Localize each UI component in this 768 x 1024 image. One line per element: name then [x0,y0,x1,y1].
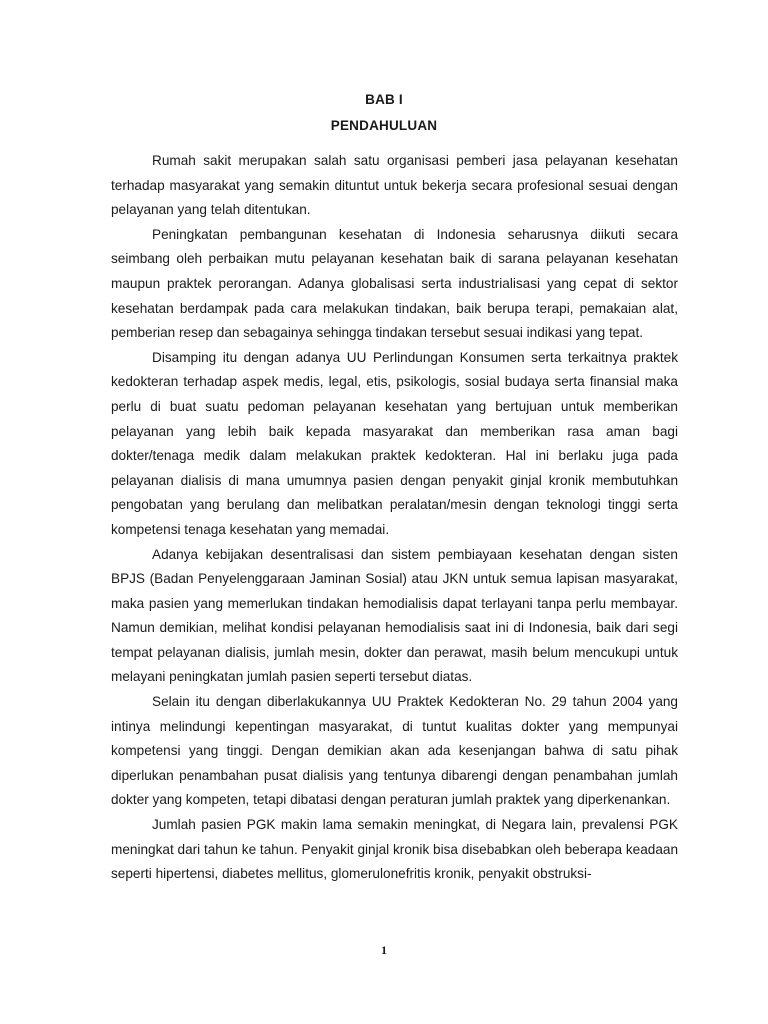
paragraph: Peningkatan pembangunan kesehatan di Indonesia seharusnya diikuti secara seimbang oleh perbaikan mutu pelayanan kesehatan baik di sarana pelayanan kesehatan maupun praktek perorangan. Adanya globalisasi serta industrialisasi yang cepat di sektor kesehatan berdampak pada cara melakukan tindakan, baik berupa terapi, pemakaian alat, pemberian resep dan sebagainya sehingga tindakan tersebut sesuai indikasi yang tepat. [111,226,678,341]
paragraph: Adanya kebijakan desentralisasi dan sistem pembiayaan kesehatan dengan sisten BPJS (Badan Penyelenggaraan Jaminan Sosial) atau JKN untuk semua lapisan masyarakat, maka pasien yang memerlukan tindakan hemodialisis dapat terlayani tanpa perlu membayar. Namun demikian, melihat kondisi pelayanan hemodialisis saat ini di Indonesia, baik dari segi tempat pelayanan dialisis, jumlah mesin, dokter dan perawat, masih belum mencukupi untuk melayani peningkatan jumlah pasien seperti tersebut diatas. [111,546,678,685]
body-text [111,149,678,887]
chapter-title: PENDAHULUAN [330,118,438,133]
paragraph: Disamping itu dengan adanya UU Perlindungan Konsumen serta terkaitnya praktek kedokteran terhadap aspek medis, legal, etis, psikologis, sosial budaya serta finansial maka perlu di buat suatu pedoman pelayanan kesehatan yang bertujuan untuk memberikan pelayanan yang lebih baik kepada masyarakat dan memberikan rasa aman bagi dokter/tenaga medik dalam melakukan praktek kedokteran. Hal ini berlaku juga pada pelayanan dialisis di mana umumnya pasien dengan penyakit ginjal kronik membutuhkan pengobatan yang berulang dan melibatkan peralatan/mesin dengan teknologi tinggi serta kompetensi tenaga kesehatan yang memadai. [111,349,678,537]
paragraph: Jumlah pasien PGK makin lama semakin meningkat, di Negara lain, prevalensi PGK meningkat dari tahun ke tahun. Penyakit ginjal kronik bisa disebabkan oleh beberapa keadaan seperti hipertensi, diabetes mellitus, glomerulonefritis kronik, penyakit obstruksi- [111,817,678,882]
paragraph: Selain itu dengan diberlakukannya UU Praktek Kedokteran No. 29 tahun 2004 yang intinya melindungi kepentingan masyarakat, di tuntut kualitas dokter yang mempunyai kompetensi yang tinggi. Dengan demikian akan ada kesenjangan bahwa di satu pihak diperlukan penambahan pusat dialisis yang tentunya dibarengi dengan penambahan jumlah dokter yang kompeten, tetapi dibatasi dengan peraturan jumlah praktek yang diperkenankan. [111,694,678,808]
chapter-heading: BAB I [365,92,403,107]
paragraph: Rumah sakit merupakan salah satu organisasi pemberi jasa pelayanan kesehatan terhadap masyarakat yang semakin dituntut untuk bekerja secara profesional sesuai dengan pelayanan yang telah ditentukan. [111,153,678,218]
page-number: 1 [381,943,387,957]
